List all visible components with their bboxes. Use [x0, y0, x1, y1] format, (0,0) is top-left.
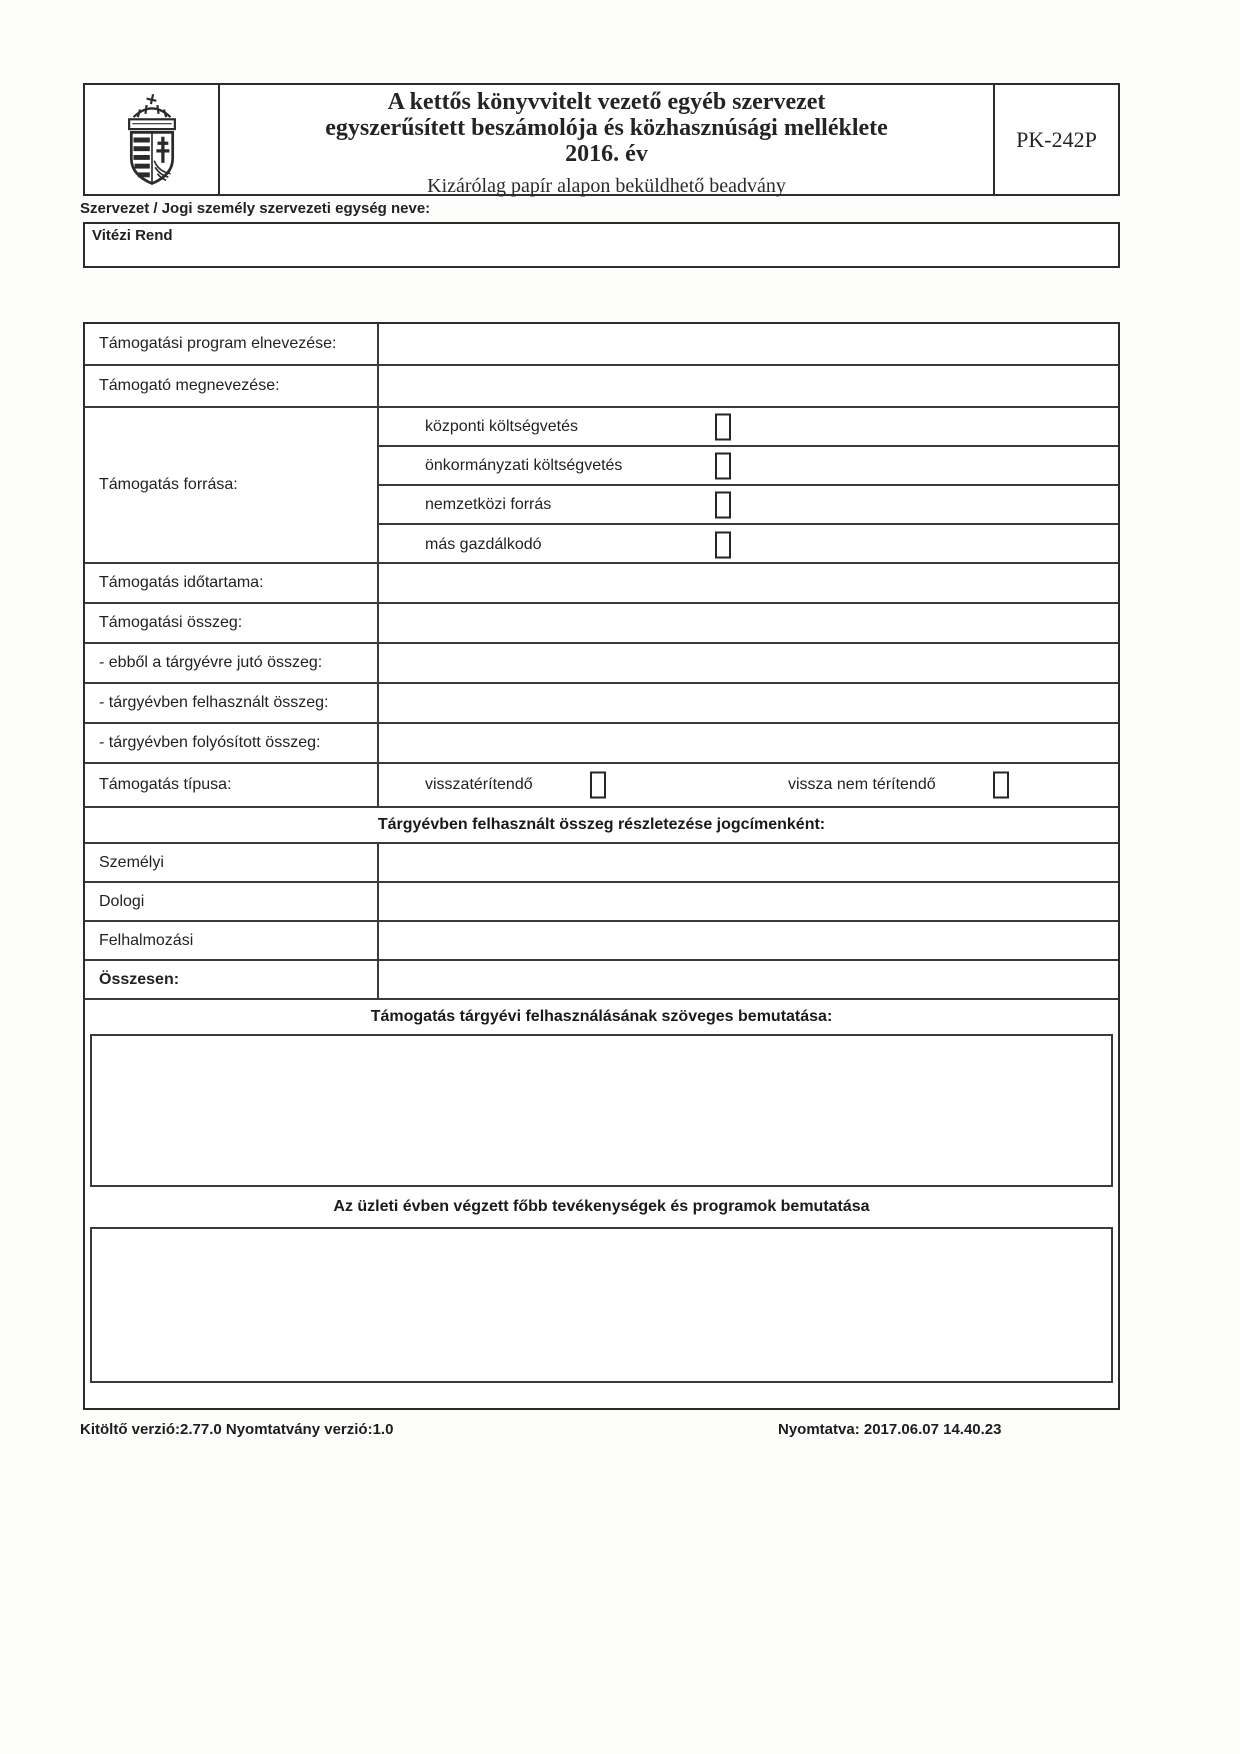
- table-row: [85, 564, 1118, 604]
- source-option-label: önkormányzati költségvetés: [425, 456, 623, 474]
- accumulation-field[interactable]: [379, 922, 1118, 959]
- table-row-source: [85, 408, 1118, 564]
- table-row-total: [85, 961, 1118, 1000]
- form-title-line1: A kettős könyvvitelt vezető egyéb szervezet: [387, 89, 826, 115]
- table-row: [85, 724, 1118, 764]
- table-row: [85, 644, 1118, 684]
- supporter-name-field[interactable]: [379, 366, 1118, 406]
- activities-textarea[interactable]: [90, 1227, 1113, 1383]
- source-option-row: [379, 447, 1118, 486]
- usage-section-header: Támogatás tárgyévi felhasználásának szöveges bemutatása:: [370, 1008, 833, 1025]
- form-title-block: [220, 85, 993, 197]
- amount-used-field[interactable]: [379, 684, 1118, 722]
- material-field[interactable]: [379, 883, 1118, 920]
- table-row: [85, 922, 1118, 961]
- organization-name-field[interactable]: Vitézi Rend: [83, 222, 1120, 268]
- support-source-label: Támogatás forrása:: [85, 408, 379, 562]
- support-duration-label: Támogatás időtartama:: [85, 564, 379, 602]
- table-row: [85, 883, 1118, 922]
- personnel-field[interactable]: [379, 844, 1118, 881]
- central-budget-checkbox[interactable]: [715, 413, 731, 440]
- source-option-row: [379, 408, 1118, 447]
- table-row: [85, 366, 1118, 408]
- program-name-label: Támogatási program elnevezése:: [85, 324, 379, 364]
- non-repayable-label: vissza nem térítendő: [788, 776, 936, 793]
- source-option-row: [379, 486, 1118, 525]
- personnel-label: Személyi: [85, 844, 379, 881]
- amount-disbursed-label: - tárgyévben folyósított összeg:: [85, 724, 379, 762]
- source-option-label: központi költségvetés: [425, 417, 578, 435]
- form-subtitle: Kizárólag papír alapon beküldhető beadvány: [427, 175, 786, 197]
- supporter-name-label: Támogató megnevezése:: [85, 366, 379, 406]
- total-field[interactable]: [379, 961, 1118, 998]
- other-entity-checkbox[interactable]: [715, 531, 731, 558]
- activities-section-header: Az üzleti évben végzett főbb tevékenységek és programok bemutatása: [333, 1198, 870, 1215]
- footer-printed-timestamp: Nyomtatva: 2017.06.07 14.40.23: [778, 1421, 1002, 1438]
- form-header: [83, 83, 1120, 196]
- table-row: [85, 324, 1118, 366]
- amount-for-year-label: - ebből a tárgyévre jutó összeg:: [85, 644, 379, 682]
- repayable-label: visszatérítendő: [425, 776, 533, 793]
- support-amount-label: Támogatási összeg:: [85, 604, 379, 642]
- footer-version-info: Kitöltő verzió:2.77.0 Nyomtatvány verzió:1.0: [80, 1421, 394, 1438]
- support-amount-field[interactable]: [379, 604, 1118, 642]
- amount-for-year-field[interactable]: [379, 644, 1118, 682]
- program-name-field[interactable]: [379, 324, 1118, 364]
- hungarian-coat-of-arms-icon: [111, 91, 193, 189]
- logo-cell: [85, 85, 220, 194]
- total-label: Összesen:: [85, 961, 379, 998]
- form-title-line2: egyszerűsített beszámolója és közhasznúsági melléklete: [325, 115, 888, 141]
- organization-name-label: Szervezet / Jogi személy szervezeti egység neve:: [80, 200, 431, 217]
- usage-textarea[interactable]: [90, 1034, 1113, 1187]
- accumulation-label: Felhalmozási: [85, 922, 379, 959]
- table-row: [85, 684, 1118, 724]
- non-repayable-checkbox[interactable]: [993, 772, 1009, 799]
- form-code-badge: PK-242P: [993, 85, 1118, 194]
- table-row-type: [85, 764, 1118, 808]
- source-option-label: nemzetközi forrás: [425, 495, 552, 513]
- support-table: [83, 322, 1120, 1410]
- support-type-label: Támogatás típusa:: [85, 764, 379, 806]
- support-duration-field[interactable]: [379, 564, 1118, 602]
- table-row: [85, 844, 1118, 883]
- municipal-budget-checkbox[interactable]: [715, 452, 731, 479]
- support-type-options: [379, 764, 1118, 806]
- amount-disbursed-field[interactable]: [379, 724, 1118, 762]
- breakdown-section-header: Tárgyévben felhasznált összeg részletezése jogcímenként:: [85, 808, 1118, 844]
- form-title-year: 2016. év: [565, 141, 648, 167]
- material-label: Dologi: [85, 883, 379, 920]
- table-row: [85, 604, 1118, 644]
- source-option-label: más gazdálkodó: [425, 535, 542, 553]
- source-option-row: [379, 525, 1118, 564]
- amount-used-label: - tárgyévben felhasznált összeg:: [85, 684, 379, 722]
- international-source-checkbox[interactable]: [715, 491, 731, 518]
- support-source-options: [379, 408, 1118, 562]
- repayable-checkbox[interactable]: [590, 772, 606, 799]
